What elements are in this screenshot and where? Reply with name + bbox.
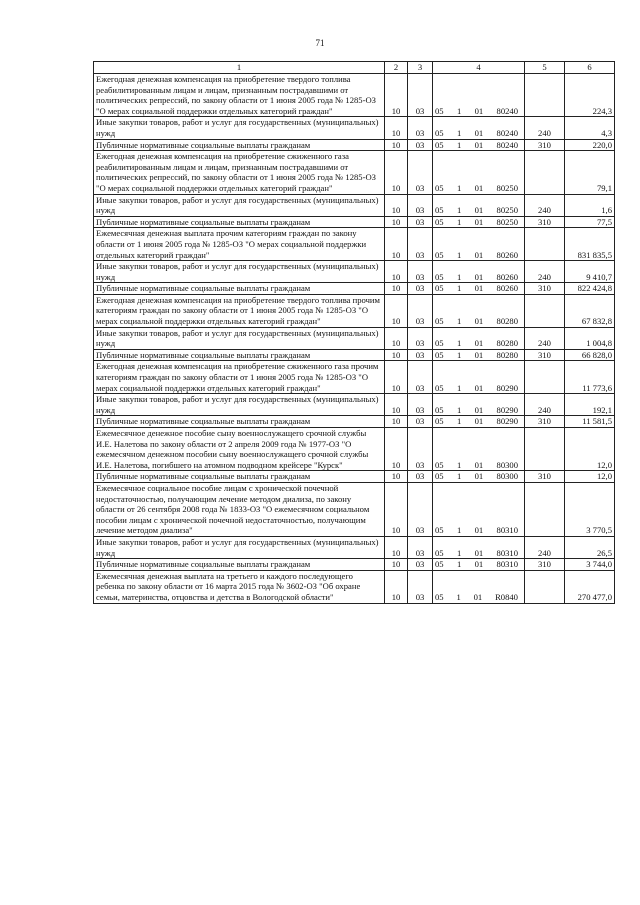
code-part: 80310 xyxy=(496,547,518,558)
subsection-code: 03 xyxy=(408,416,433,428)
target-article-code xyxy=(433,536,525,558)
target-article-code xyxy=(433,327,525,349)
row-description: Иные закупки товаров, работ и услуг для государственных (муниципальных) нужд xyxy=(94,117,385,139)
table-row xyxy=(94,283,615,295)
code-part: 80240 xyxy=(496,139,518,150)
amount-value: 192,1 xyxy=(565,394,615,416)
subsection-code: 03 xyxy=(408,349,433,361)
amount-value: 270 477,0 xyxy=(565,570,615,603)
amount-value: 12,0 xyxy=(565,471,615,483)
expense-type-code: 310 xyxy=(525,416,565,428)
table-row xyxy=(94,482,615,536)
code-part: 05 xyxy=(435,382,444,393)
code-part: 05 xyxy=(435,205,444,216)
column-header: 1 xyxy=(94,62,385,74)
code-part: 05 xyxy=(435,416,444,427)
section-code: 10 xyxy=(385,139,408,151)
section-code: 10 xyxy=(385,216,408,228)
code-part: 01 xyxy=(474,382,484,393)
expense-type-code: 240 xyxy=(525,261,565,283)
code-part: 1 xyxy=(456,316,462,327)
target-article-code xyxy=(433,139,525,151)
target-article-code xyxy=(433,428,525,471)
expense-type-code: 310 xyxy=(525,283,565,295)
row-description: Ежегодная денежная компенсация на приобретение сжиженного газа прочим категориям граждан по закону области от 1 июня 2005 года № 1285-ОЗ "О мерах социальной поддержки отдельных категорий граждан" xyxy=(94,361,385,394)
amount-value: 224,3 xyxy=(565,74,615,117)
target-article-code xyxy=(433,294,525,327)
section-code: 10 xyxy=(385,482,408,536)
target-article-code xyxy=(433,559,525,571)
table-row xyxy=(94,261,615,283)
table-row xyxy=(94,428,615,471)
amount-value: 3 744,0 xyxy=(565,559,615,571)
subsection-code: 03 xyxy=(408,283,433,295)
subsection-code: 03 xyxy=(408,361,433,394)
expense-type-code xyxy=(525,482,565,536)
code-part: 05 xyxy=(435,127,444,138)
amount-value: 822 424,8 xyxy=(565,283,615,295)
code-part: 01 xyxy=(474,182,484,193)
table-row xyxy=(94,394,615,416)
amount-value: 26,5 xyxy=(565,536,615,558)
table-row xyxy=(94,139,615,151)
code-part: 01 xyxy=(473,591,483,602)
code-part: 05 xyxy=(435,216,444,227)
code-part: 80250 xyxy=(496,216,518,227)
amount-value: 220,0 xyxy=(565,139,615,151)
section-code: 10 xyxy=(385,428,408,471)
expense-type-code: 310 xyxy=(525,559,565,571)
code-part: 80290 xyxy=(496,382,518,393)
subsection-code: 03 xyxy=(408,117,433,139)
code-part: 01 xyxy=(474,216,484,227)
code-part: 05 xyxy=(435,404,444,415)
row-description: Иные закупки товаров, работ и услуг для государственных (муниципальных) нужд xyxy=(94,394,385,416)
code-part: 80260 xyxy=(496,283,518,294)
table-row xyxy=(94,349,615,361)
code-part: 05 xyxy=(435,338,444,349)
target-article-code xyxy=(433,394,525,416)
code-part: 05 xyxy=(435,525,444,536)
target-article-code xyxy=(433,261,525,283)
code-part: 01 xyxy=(474,349,484,360)
expense-type-code: 240 xyxy=(525,117,565,139)
code-part: 80280 xyxy=(496,338,518,349)
code-part: 1 xyxy=(456,525,462,536)
table-row xyxy=(94,194,615,216)
code-part: 1 xyxy=(456,382,462,393)
section-code: 10 xyxy=(385,74,408,117)
section-code: 10 xyxy=(385,349,408,361)
row-description: Ежемесячное социальное пособие лицам с хронической почечной недостаточностью, получающим лечение методом диализа, по закону области от 26 сентября 2008 года № 1833-ОЗ "О ежемесячном социальном пособии лицам с хронической почечной недостаточностью, получающим лечение методом диализа" xyxy=(94,482,385,536)
code-part: 1 xyxy=(456,471,462,482)
code-part: 80260 xyxy=(496,249,518,260)
subsection-code: 03 xyxy=(408,570,433,603)
code-part: 1 xyxy=(456,249,462,260)
code-part: 05 xyxy=(435,249,444,260)
code-part: 01 xyxy=(474,316,484,327)
code-part: 1 xyxy=(456,416,462,427)
code-part: 1 xyxy=(456,182,462,193)
column-header: 4 xyxy=(433,62,525,74)
code-part: 80280 xyxy=(496,349,518,360)
code-part: 1 xyxy=(456,139,462,150)
code-part: 05 xyxy=(435,271,444,282)
table-row xyxy=(94,559,615,571)
target-article-code xyxy=(433,228,525,261)
expense-type-code xyxy=(525,151,565,194)
target-article-code xyxy=(433,194,525,216)
column-header: 5 xyxy=(525,62,565,74)
amount-value: 9 410,7 xyxy=(565,261,615,283)
code-part: 80240 xyxy=(496,105,518,116)
column-header: 2 xyxy=(385,62,408,74)
row-description: Иные закупки товаров, работ и услуг для государственных (муниципальных) нужд xyxy=(94,194,385,216)
code-part: 1 xyxy=(456,559,462,570)
code-part: 05 xyxy=(435,283,444,294)
target-article-code xyxy=(433,570,525,603)
code-part: 01 xyxy=(474,338,484,349)
row-description: Иные закупки товаров, работ и услуг для государственных (муниципальных) нужд xyxy=(94,327,385,349)
code-part: 01 xyxy=(474,127,484,138)
section-code: 10 xyxy=(385,559,408,571)
amount-value: 831 835,5 xyxy=(565,228,615,261)
subsection-code: 03 xyxy=(408,536,433,558)
table-row xyxy=(94,471,615,483)
section-code: 10 xyxy=(385,394,408,416)
table-row xyxy=(94,294,615,327)
code-part: 80310 xyxy=(496,559,518,570)
code-part: 05 xyxy=(435,559,444,570)
subsection-code: 03 xyxy=(408,428,433,471)
row-description: Ежемесячная денежная выплата прочим категориям граждан по закону области от 1 июня 2005 года № 1285-ОЗ "О мерах социальной поддержки отдельных категорий граждан" xyxy=(94,228,385,261)
expense-type-code: 240 xyxy=(525,327,565,349)
code-part: 80260 xyxy=(496,271,518,282)
code-part: 80290 xyxy=(496,404,518,415)
column-header: 3 xyxy=(408,62,433,74)
amount-value: 79,1 xyxy=(565,151,615,194)
row-description: Публичные нормативные социальные выплаты гражданам xyxy=(94,216,385,228)
expense-type-code: 310 xyxy=(525,471,565,483)
code-part: 1 xyxy=(456,205,462,216)
code-part: 01 xyxy=(474,416,484,427)
code-part: 05 xyxy=(435,471,444,482)
subsection-code: 03 xyxy=(408,294,433,327)
target-article-code xyxy=(433,361,525,394)
section-code: 10 xyxy=(385,536,408,558)
row-description: Ежегодная денежная компенсация на приобретение сжиженного газа реабилитированным лицам и лицам, признанным пострадавшими от политических репрессий, по закону области от 1 июня 2005 года № 1285-ОЗ "О мерах социальной поддержки отдельных категорий граждан" xyxy=(94,151,385,194)
expense-type-code: 310 xyxy=(525,349,565,361)
row-description: Иные закупки товаров, работ и услуг для государственных (муниципальных) нужд xyxy=(94,536,385,558)
section-code: 10 xyxy=(385,471,408,483)
code-part: 05 xyxy=(435,182,444,193)
subsection-code: 03 xyxy=(408,151,433,194)
code-part: 80280 xyxy=(496,316,518,327)
code-part: 1 xyxy=(456,127,462,138)
code-part: 1 xyxy=(456,105,462,116)
subsection-code: 03 xyxy=(408,194,433,216)
code-part: 01 xyxy=(474,139,484,150)
expense-type-code: 310 xyxy=(525,139,565,151)
table-row xyxy=(94,416,615,428)
expense-type-code: 310 xyxy=(525,216,565,228)
budget-table xyxy=(93,61,615,604)
code-part: 1 xyxy=(456,459,462,470)
row-description: Ежегодная денежная компенсация на приобретение твердого топлива реабилитированным лицам и лицам, признанным пострадавшими от политических репрессий, по закону области от 1 июня 2005 года № 1285-ОЗ "О мерах социальной поддержки отдельных категорий граждан" xyxy=(94,74,385,117)
column-header: 6 xyxy=(565,62,615,74)
row-description: Публичные нормативные социальные выплаты гражданам xyxy=(94,139,385,151)
code-part: 1 xyxy=(456,216,462,227)
row-description: Иные закупки товаров, работ и услуг для государственных (муниципальных) нужд xyxy=(94,261,385,283)
section-code: 10 xyxy=(385,151,408,194)
code-part: 1 xyxy=(456,349,462,360)
code-part: 80240 xyxy=(496,127,518,138)
section-code: 10 xyxy=(385,416,408,428)
expense-type-code: 240 xyxy=(525,194,565,216)
table-row xyxy=(94,216,615,228)
subsection-code: 03 xyxy=(408,482,433,536)
code-part: 80250 xyxy=(496,205,518,216)
amount-value: 1 004,8 xyxy=(565,327,615,349)
code-part: 05 xyxy=(435,105,444,116)
code-part: 01 xyxy=(474,471,484,482)
page-number: 71 xyxy=(315,38,325,48)
code-part: 1 xyxy=(456,283,462,294)
table-row xyxy=(94,570,615,603)
table-row xyxy=(94,74,615,117)
code-part: 05 xyxy=(435,139,444,150)
section-code: 10 xyxy=(385,570,408,603)
row-description: Публичные нормативные социальные выплаты гражданам xyxy=(94,349,385,361)
subsection-code: 03 xyxy=(408,139,433,151)
code-part: 01 xyxy=(474,525,484,536)
expense-type-code xyxy=(525,361,565,394)
target-article-code xyxy=(433,216,525,228)
code-part: 80250 xyxy=(496,182,518,193)
subsection-code: 03 xyxy=(408,228,433,261)
target-article-code xyxy=(433,349,525,361)
code-part: 1 xyxy=(456,591,461,602)
code-part: 01 xyxy=(474,547,484,558)
code-part: 01 xyxy=(474,105,484,116)
expense-type-code xyxy=(525,570,565,603)
row-description: Ежемесячная денежная выплата на третьего и каждого последующего ребенка по закону области от 16 марта 2015 года № 3602-ОЗ "Об охране семьи, материнства, отцовства и детства в Вологодской области" xyxy=(94,570,385,603)
amount-value: 67 832,8 xyxy=(565,294,615,327)
code-part: 05 xyxy=(435,459,444,470)
code-part: 05 xyxy=(435,591,444,602)
section-code: 10 xyxy=(385,117,408,139)
expense-type-code xyxy=(525,74,565,117)
target-article-code xyxy=(433,117,525,139)
code-part: 1 xyxy=(456,338,462,349)
code-part: 80300 xyxy=(496,471,518,482)
code-part: 1 xyxy=(456,271,462,282)
expense-type-code xyxy=(525,294,565,327)
section-code: 10 xyxy=(385,327,408,349)
section-code: 10 xyxy=(385,261,408,283)
target-article-code xyxy=(433,471,525,483)
row-description: Публичные нормативные социальные выплаты гражданам xyxy=(94,471,385,483)
table-header-row xyxy=(94,62,615,74)
code-part: 05 xyxy=(435,349,444,360)
amount-value: 11 773,6 xyxy=(565,361,615,394)
subsection-code: 03 xyxy=(408,559,433,571)
section-code: 10 xyxy=(385,361,408,394)
table-row xyxy=(94,151,615,194)
code-part: 01 xyxy=(474,404,484,415)
subsection-code: 03 xyxy=(408,261,433,283)
code-part: 1 xyxy=(456,404,462,415)
subsection-code: 03 xyxy=(408,216,433,228)
amount-value: 12,0 xyxy=(565,428,615,471)
code-part: 80290 xyxy=(496,416,518,427)
subsection-code: 03 xyxy=(408,327,433,349)
expense-type-code xyxy=(525,428,565,471)
target-article-code xyxy=(433,482,525,536)
target-article-code xyxy=(433,151,525,194)
row-description: Ежегодная денежная компенсация на приобретение твердого топлива прочим категориям граждан по закону области от 1 июня 2005 года № 1285-ОЗ "О мерах социальной поддержки отдельных категорий граждан" xyxy=(94,294,385,327)
code-part: 05 xyxy=(435,316,444,327)
target-article-code xyxy=(433,416,525,428)
code-part: 01 xyxy=(474,249,484,260)
table-row xyxy=(94,228,615,261)
table-row xyxy=(94,536,615,558)
amount-value: 77,5 xyxy=(565,216,615,228)
code-part: 05 xyxy=(435,547,444,558)
section-code: 10 xyxy=(385,294,408,327)
code-part: 01 xyxy=(474,559,484,570)
amount-value: 4,3 xyxy=(565,117,615,139)
amount-value: 66 828,0 xyxy=(565,349,615,361)
expense-type-code xyxy=(525,228,565,261)
subsection-code: 03 xyxy=(408,394,433,416)
section-code: 10 xyxy=(385,194,408,216)
table-row xyxy=(94,361,615,394)
code-part: 80310 xyxy=(496,525,518,536)
code-part: 01 xyxy=(474,271,484,282)
expense-type-code: 240 xyxy=(525,536,565,558)
target-article-code xyxy=(433,74,525,117)
code-part: 01 xyxy=(474,283,484,294)
code-part: 80300 xyxy=(496,459,518,470)
section-code: 10 xyxy=(385,228,408,261)
code-part: R0840 xyxy=(495,591,518,602)
section-code: 10 xyxy=(385,283,408,295)
row-description: Публичные нормативные социальные выплаты гражданам xyxy=(94,416,385,428)
subsection-code: 03 xyxy=(408,74,433,117)
code-part: 1 xyxy=(456,547,462,558)
row-description: Ежемесячное денежное пособие сыну военнослужащего срочной службы И.Е. Налетова по закону области от 2 апреля 2009 года № 1977-ОЗ "О ежемесячном денежном пособии сыну военнослужащего срочной службы И.Е. Налетова, погибшего на атомном подводном крейсере "Курск" xyxy=(94,428,385,471)
code-part: 01 xyxy=(474,459,484,470)
target-article-code xyxy=(433,283,525,295)
table-row xyxy=(94,117,615,139)
amount-value: 1,6 xyxy=(565,194,615,216)
expense-type-code: 240 xyxy=(525,394,565,416)
subsection-code: 03 xyxy=(408,471,433,483)
amount-value: 3 770,5 xyxy=(565,482,615,536)
amount-value: 11 581,5 xyxy=(565,416,615,428)
row-description: Публичные нормативные социальные выплаты гражданам xyxy=(94,283,385,295)
code-part: 01 xyxy=(474,205,484,216)
table-row xyxy=(94,327,615,349)
row-description: Публичные нормативные социальные выплаты гражданам xyxy=(94,559,385,571)
